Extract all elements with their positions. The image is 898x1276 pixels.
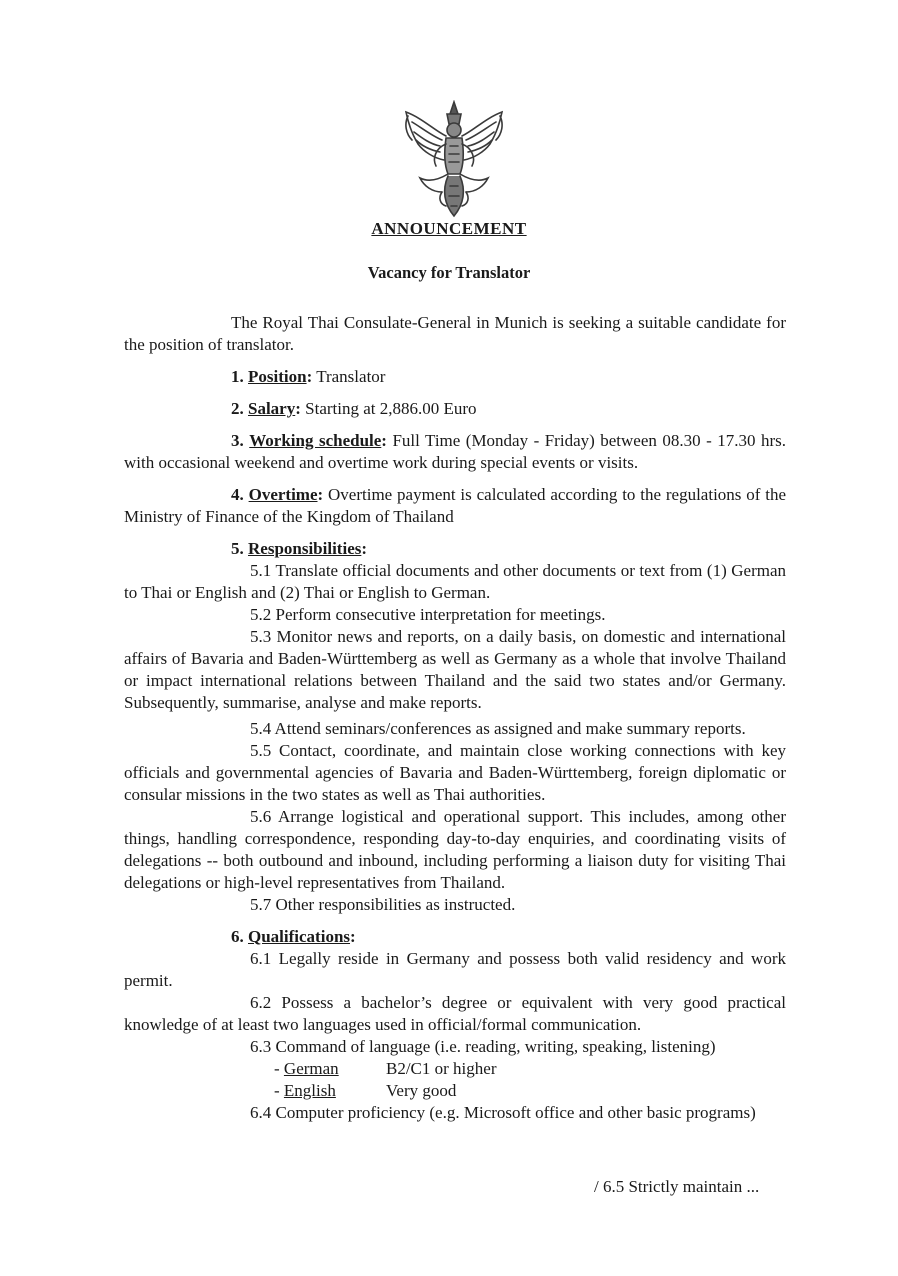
- responsibility-item: 5.3 Monitor news and reports, on a daily basis, on domestic and international affairs of Bavaria and Baden-Württemberg as well as Germany as a whole that involve Thailand or impact international relations between Thailand and the said two states and/or Germany. Subsequently, summarise, analyse and make reports.: [124, 627, 786, 712]
- section-working-schedule: 3. Working schedule: Full Time (Monday - Friday) between 08.30 - 17.30 hrs. with occasional weekend and overtime work during special events or visits.: [124, 431, 786, 472]
- section-heading: Overtime: [248, 485, 318, 504]
- qualification-item: 6.3 Command of language (i.e. reading, writing, speaking, listening): [250, 1037, 716, 1056]
- language-name: German: [283, 1059, 339, 1078]
- responsibility-item: 5.5 Contact, coordinate, and maintain close working connections with key officials and governmental agencies of Bavaria and Baden-Württemberg, foreign diplomatic or consular missions in the two states as well as Thai authorities.: [124, 741, 786, 804]
- overtime-text: Overtime payment is calculated according to the regulations of the Ministry of Finance of the Kingdom of Thailand: [124, 485, 787, 526]
- announcement-body: [124, 312, 786, 1124]
- section-heading: Position: [248, 367, 307, 386]
- section-salary: 2. Salary: Starting at 2,886.00 Euro: [231, 399, 477, 418]
- responsibility-item: 5.4 Attend seminars/conferences as assigned and make summary reports.: [250, 719, 746, 738]
- responsibility-item: 5.2 Perform consecutive interpretation for meetings.: [250, 605, 606, 624]
- section-number: 4.: [231, 485, 244, 504]
- section-overtime: 4. Overtime: Overtime payment is calculated according to the regulations of the Ministry of Finance of the Kingdom of Thailand: [124, 485, 787, 526]
- position-value: Translator: [316, 367, 386, 386]
- language-level: Very good: [386, 1081, 457, 1100]
- qualification-item: 6.4 Computer proficiency (e.g. Microsoft office and other basic programs): [250, 1103, 756, 1122]
- responsibility-item: 5.7 Other responsibilities as instructed.: [250, 895, 516, 914]
- section-number: 5.: [231, 539, 244, 558]
- section-number: 3.: [231, 431, 244, 450]
- intro-paragraph: The Royal Thai Consulate-General in Munich is seeking a suitable candidate for the position of translator.: [124, 313, 786, 354]
- section-responsibilities: 5. Responsibilities:: [231, 539, 368, 558]
- language-row: - English Very good: [274, 1081, 457, 1100]
- qualification-item: 6.2 Possess a bachelor’s degree or equivalent with very good practical knowledge of at least two languages used in official/formal communication.: [124, 993, 786, 1034]
- vacancy-subtitle: Vacancy for Translator: [367, 263, 531, 282]
- announcement-title: ANNOUNCEMENT: [371, 219, 527, 238]
- language-name: English: [283, 1081, 336, 1100]
- responsibility-item: 5.6 Arrange logistical and operational support. This includes, among other things, handling correspondence, responding day-to-day enquiries, and coordinating visits of delegations -- both outbound and inbound, including performing a liaison duty for visiting Thai delegations or high-level representatives from Thailand.: [124, 807, 786, 892]
- section-qualifications: 6. Qualifications:: [231, 927, 356, 946]
- section-heading: Working schedule: [249, 431, 382, 450]
- garuda-emblem-icon: [398, 100, 510, 218]
- section-position: 1. Position: Translator: [231, 367, 386, 386]
- section-number: 1.: [231, 367, 244, 386]
- section-heading: Qualifications: [248, 927, 351, 946]
- section-number: 2.: [231, 399, 244, 418]
- responsibility-item: 5.1 Translate official documents and other documents or text from (1) German to Thai or English and (2) Thai or English to German.: [124, 561, 786, 602]
- section-heading: Salary: [248, 399, 296, 418]
- language-level: B2/C1 or higher: [386, 1059, 497, 1078]
- language-row: - German B2/C1 or higher: [274, 1059, 497, 1078]
- continuation-note: / 6.5 Strictly maintain ...: [594, 1177, 760, 1196]
- schedule-text: Full Time (Monday - Friday) between 08.30 - 17.30 hrs. with occasional weekend and overtime work during special events or visits.: [124, 431, 786, 472]
- qualification-item: 6.1 Legally reside in Germany and possess both valid residency and work permit.: [124, 949, 786, 990]
- salary-value: Starting at 2,886.00 Euro: [305, 399, 477, 418]
- section-number: 6.: [231, 927, 244, 946]
- section-heading: Responsibilities: [248, 539, 362, 558]
